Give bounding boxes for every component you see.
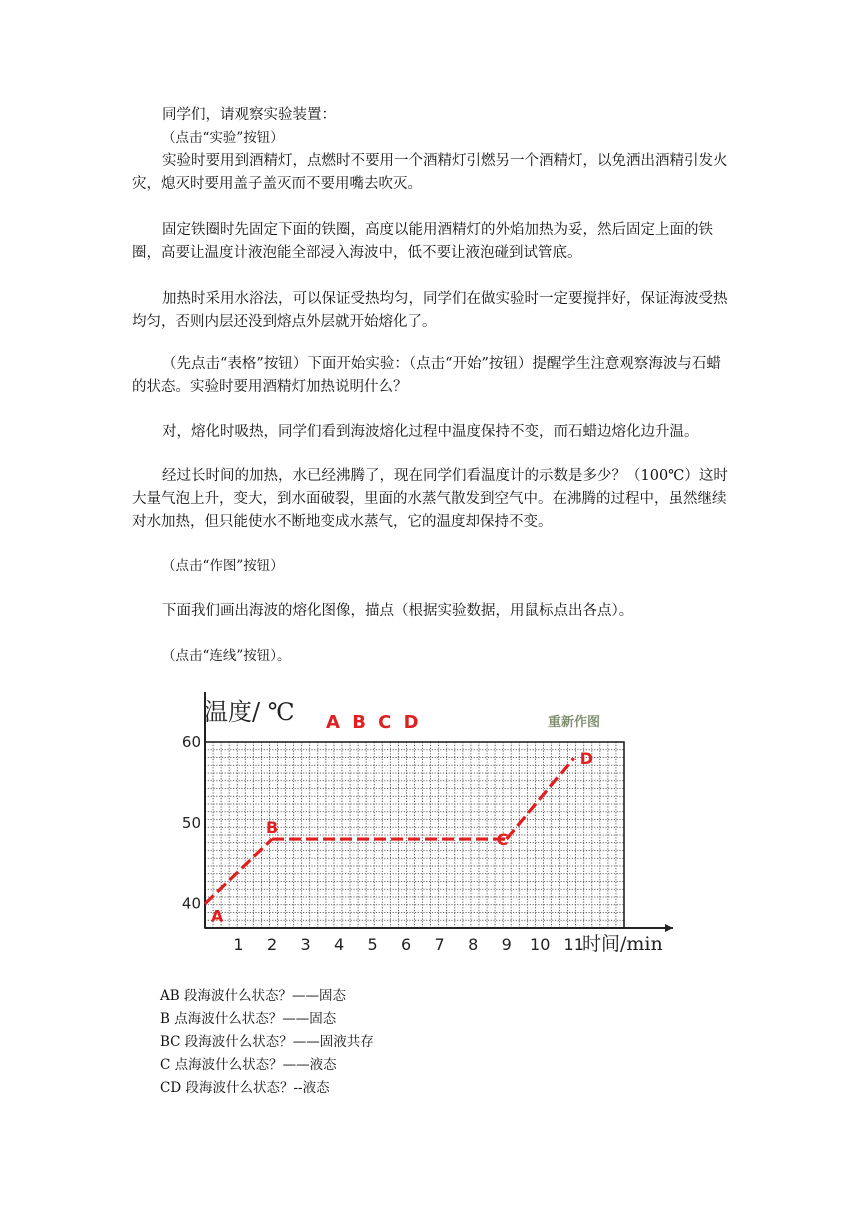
x-tick-label: 4 xyxy=(333,935,345,954)
x-tick-label: 6 xyxy=(401,935,412,954)
paragraph-absorb-heat: 对，熔化时吸热，同学们看到海波熔化过程中温度保持不变，而石蜡边熔化边升温。 xyxy=(162,424,699,440)
question-cd: CD 段海波什么状态？--液态 xyxy=(160,1080,330,1096)
chart-ticks xyxy=(182,733,584,954)
note-connect-button: （点击“连线”按钮）。 xyxy=(162,648,291,664)
paragraph-start-experiment: （先点击“表格”按钮）下面开始实验：（点击“开始”按钮）提醒学生注意观察海波与石蜡的状态。实验时要用酒精灯加热说明什么？ xyxy=(132,356,721,395)
x-tick-label: 9 xyxy=(501,935,512,954)
note-plot-button: （点击“作图”按钮） xyxy=(162,558,284,574)
x-tick-label: 3 xyxy=(300,935,311,954)
x-axis-label: 时间/min xyxy=(582,933,663,955)
paragraph-water-bath: 加热时采用水浴法，可以保证受热均匀，同学们在做实验时一定要搅拌好，保证海波受热均匀，否则内层还没到熔点外层就开始熔化了。 xyxy=(132,291,728,330)
y-axis-label: 温度/ ℃ xyxy=(204,698,295,726)
point-legend: A B C D xyxy=(326,712,422,733)
chart-series xyxy=(205,758,574,904)
x-tick-label: 11 xyxy=(563,935,584,954)
question-b: B 点海波什么状态？——固态 xyxy=(160,1011,337,1027)
y-tick-label: 40 xyxy=(181,894,201,913)
x-tick-label: 1 xyxy=(233,935,244,954)
x-tick-label: 5 xyxy=(367,935,378,954)
question-bc: BC 段海波什么状态？——固液共存 xyxy=(160,1034,374,1050)
question-c: C 点海波什么状态？——液态 xyxy=(160,1057,337,1073)
y-tick-label: 60 xyxy=(181,733,201,751)
intro-line: 同学们，请观察实验装置： xyxy=(162,107,336,123)
paragraph-plot-points: 下面我们画出海波的熔化图像，描点（根据实验数据，用鼠标点出各点）。 xyxy=(162,603,634,619)
x-tick-label: 2 xyxy=(266,935,278,954)
x-axis-arrow xyxy=(665,924,673,932)
point-label-b: B xyxy=(266,818,279,838)
redraw-button[interactable]: 重新作图 xyxy=(548,715,601,730)
point-label-d: D xyxy=(579,749,594,769)
x-tick-label: 7 xyxy=(434,935,445,954)
paragraph-boiling: 经过长时间的加热，水已经沸腾了，现在同学们看温度计的示数是多少？（100℃）这时大量气泡上升，变大，到水面破裂，里面的水蒸气散发到空气中。在沸腾的过程中，虽然继续对水加热，但只能使水不断地变成水蒸气，它的温度却保持不变。 xyxy=(132,468,728,530)
point-label-a: A xyxy=(211,906,224,926)
x-tick-label: 10 xyxy=(530,935,551,954)
note-experiment-button: （点击“实验”按钮） xyxy=(162,130,284,146)
curve-segment-ab xyxy=(205,839,272,904)
x-tick-label: 8 xyxy=(468,935,479,954)
point-label-c: C xyxy=(496,830,509,850)
question-ab: AB 段海波什么状态？——固态 xyxy=(160,988,346,1004)
paragraph-iron-ring: 固定铁圈时先固定下面的铁圈，高度以能用酒精灯的外焰加热为妥，然后固定上面的铁圈，高要让温度计液泡能全部浸入海波中，低不要让液泡碰到试管底。 xyxy=(132,222,713,261)
paragraph-alcohol-lamp: 实验时要用到酒精灯，点燃时不要用一个酒精灯引燃另一个酒精灯，以免洒出酒精引发火灾，熄灭时要用盖子盖灭而不要用嘴去吹灭。 xyxy=(132,153,728,192)
y-tick-label: 50 xyxy=(181,813,201,832)
melting-curve-chart xyxy=(178,688,678,968)
